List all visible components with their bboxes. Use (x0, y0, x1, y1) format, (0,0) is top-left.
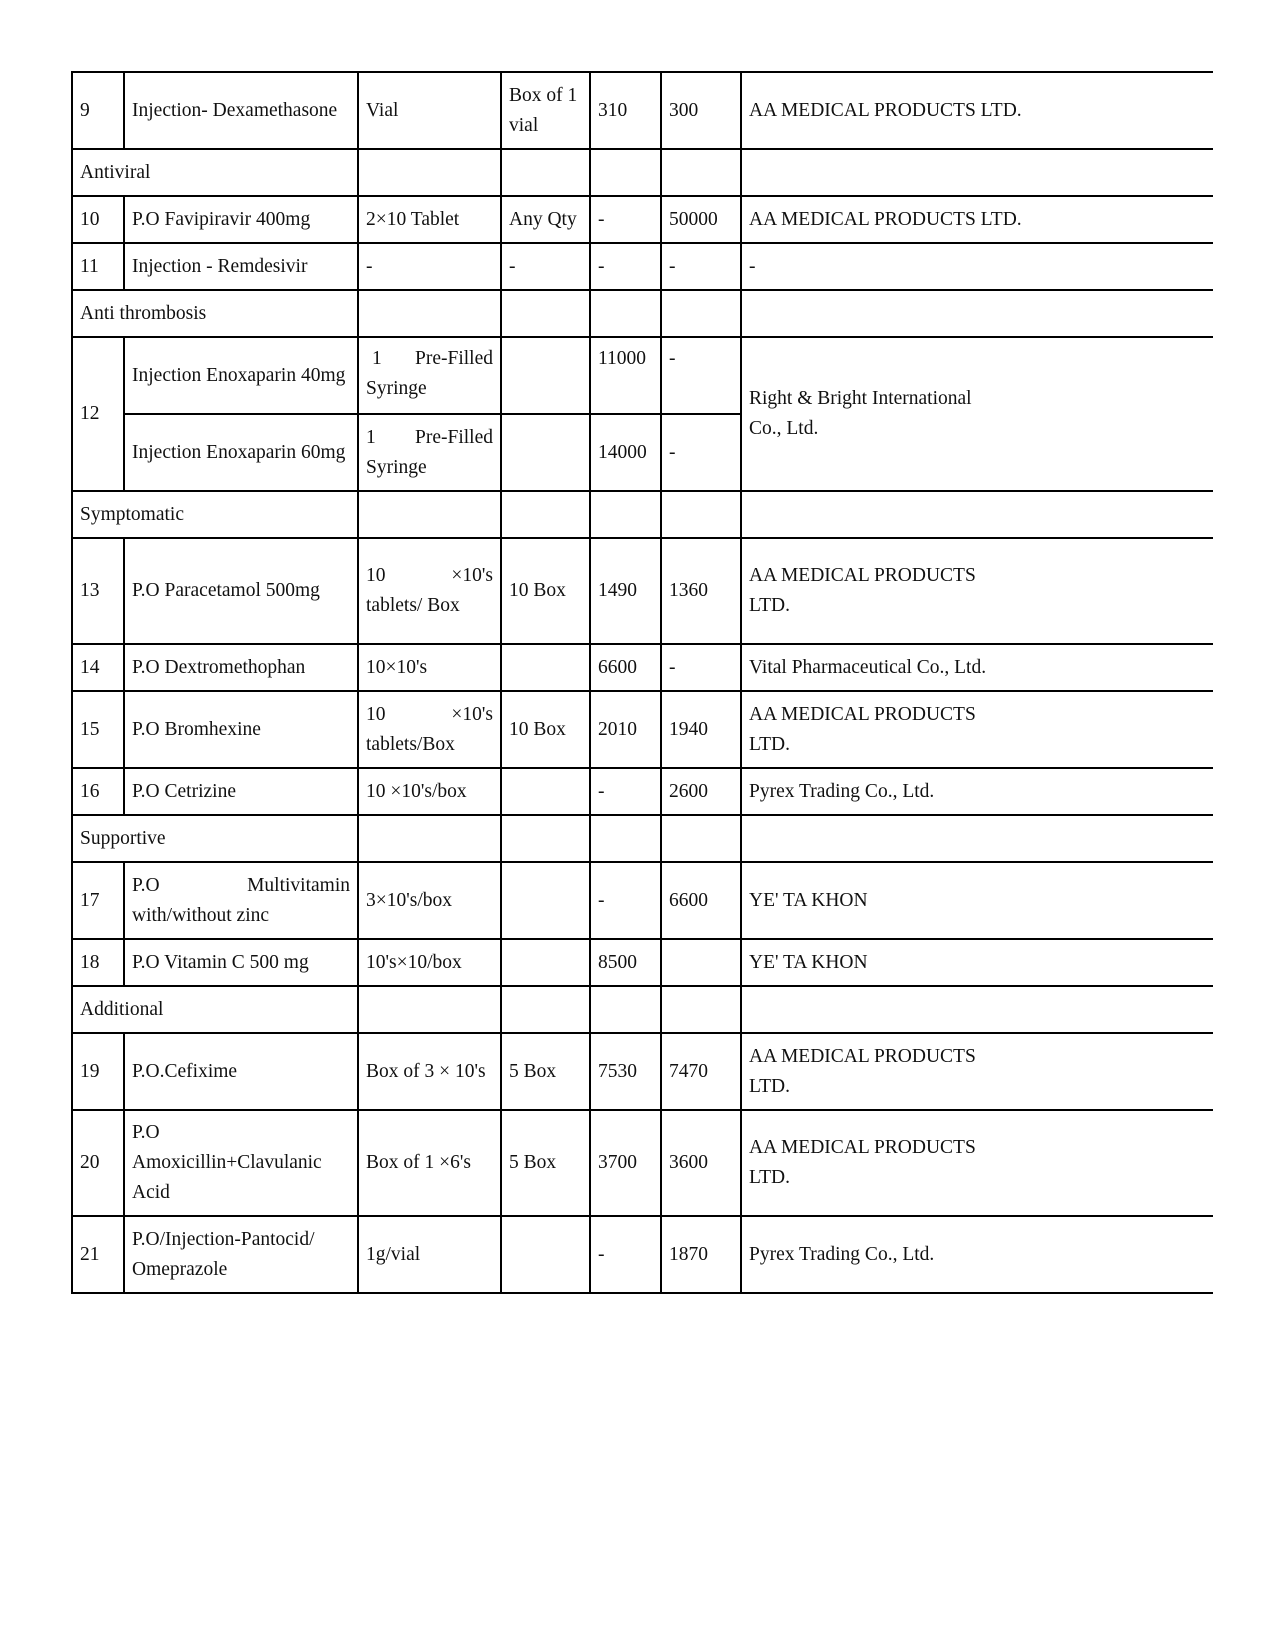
price-2: - (661, 644, 741, 691)
pack-size: - (358, 243, 501, 290)
table-row (72, 1216, 1213, 1293)
price-2: 1360 (661, 538, 741, 644)
table-row (72, 691, 1213, 768)
price-1: 11000 (590, 337, 661, 414)
supplier: AA MEDICAL PRODUCTS LTD. (741, 1033, 1213, 1110)
item-number: 19 (72, 1033, 124, 1110)
price-1: 6600 (590, 644, 661, 691)
table-row (72, 1110, 1213, 1216)
pack-size: Box of 3 × 10's (358, 1033, 501, 1110)
table-row (72, 538, 1213, 644)
quantity: 10 Box (501, 538, 590, 644)
section-label: Additional (72, 986, 358, 1033)
item-number: 15 (72, 691, 124, 768)
price-1: - (590, 1216, 661, 1293)
supplier: - (741, 243, 1213, 290)
item-number: 17 (72, 862, 124, 939)
section-label: Antiviral (72, 149, 358, 196)
drug-name: Injection Enoxaparin 40mg (124, 337, 358, 414)
drug-name: P.O Vitamin C 500 mg (124, 939, 358, 986)
pack-size: 1 Pre-Filled Syringe (358, 337, 501, 414)
price-1: - (590, 243, 661, 290)
quantity (501, 414, 590, 491)
drug-name: P.O/Injection-Pantocid/ Omeprazole (124, 1216, 358, 1293)
drug-name: P.O.Cefixime (124, 1033, 358, 1110)
table-row (72, 862, 1213, 939)
drug-name: P.O Paracetamol 500mg (124, 538, 358, 644)
item-number: 13 (72, 538, 124, 644)
pack-size: Box of 1 ×6's (358, 1110, 501, 1216)
price-2: - (661, 414, 741, 491)
drug-name: P.O Favipiravir 400mg (124, 196, 358, 243)
table-row (72, 1033, 1213, 1110)
section-label: Symptomatic (72, 491, 358, 538)
quantity: - (501, 243, 590, 290)
price-2: 1870 (661, 1216, 741, 1293)
drug-name: P.O Cetrizine (124, 768, 358, 815)
supplier: AA MEDICAL PRODUCTS LTD. (741, 538, 1213, 644)
quantity: Box of 1 vial (501, 72, 590, 149)
table-row (72, 72, 1213, 149)
price-2: 3600 (661, 1110, 741, 1216)
price-2: 2600 (661, 768, 741, 815)
drug-name: Injection- Dexamethasone (124, 72, 358, 149)
pack-size: 10 ×10's/box (358, 768, 501, 815)
pack-size: 1g/vial (358, 1216, 501, 1293)
section-label: Anti thrombosis (72, 290, 358, 337)
price-1: 14000 (590, 414, 661, 491)
price-1: 2010 (590, 691, 661, 768)
drug-name: Injection Enoxaparin 60mg (124, 414, 358, 491)
drug-price-table (71, 71, 1213, 1294)
quantity (501, 768, 590, 815)
price-1: 7530 (590, 1033, 661, 1110)
price-2: 7470 (661, 1033, 741, 1110)
item-number: 14 (72, 644, 124, 691)
table-row (72, 768, 1213, 815)
quantity: 5 Box (501, 1033, 590, 1110)
pack-size: Vial (358, 72, 501, 149)
section-row (72, 290, 1213, 337)
table-row (72, 939, 1213, 986)
pack-size: 10's×10/box (358, 939, 501, 986)
price-1: 8500 (590, 939, 661, 986)
supplier: AA MEDICAL PRODUCTS LTD. (741, 196, 1213, 243)
price-1: - (590, 196, 661, 243)
item-number: 12 (72, 337, 124, 491)
quantity (501, 1216, 590, 1293)
pack-size: 10 ×10's tablets/ Box (358, 538, 501, 644)
price-2: - (661, 337, 741, 414)
drug-name: P.O Bromhexine (124, 691, 358, 768)
price-1: 1490 (590, 538, 661, 644)
table-row (72, 337, 1213, 414)
price-2: 50000 (661, 196, 741, 243)
supplier: YE' TA KHON (741, 862, 1213, 939)
drug-name: Injection - Remdesivir (124, 243, 358, 290)
pack-size: 3×10's/box (358, 862, 501, 939)
section-label: Supportive (72, 815, 358, 862)
table-row (72, 644, 1213, 691)
supplier: Vital Pharmaceutical Co., Ltd. (741, 644, 1213, 691)
item-number: 10 (72, 196, 124, 243)
supplier: Pyrex Trading Co., Ltd. (741, 768, 1213, 815)
price-2 (661, 939, 741, 986)
item-number: 21 (72, 1216, 124, 1293)
pack-size: 10 ×10's tablets/Box (358, 691, 501, 768)
supplier: AA MEDICAL PRODUCTS LTD. (741, 72, 1213, 149)
item-number: 20 (72, 1110, 124, 1216)
supplier: AA MEDICAL PRODUCTS LTD. (741, 1110, 1213, 1216)
quantity: 5 Box (501, 1110, 590, 1216)
quantity: 10 Box (501, 691, 590, 768)
price-1: 3700 (590, 1110, 661, 1216)
supplier: YE' TA KHON (741, 939, 1213, 986)
pack-size: 1 Pre-Filled Syringe (358, 414, 501, 491)
quantity (501, 939, 590, 986)
price-1: 310 (590, 72, 661, 149)
drug-name: P.O Multivitamin with/without zinc (124, 862, 358, 939)
quantity (501, 644, 590, 691)
section-row (72, 149, 1213, 196)
drug-name: P.O Amoxicillin+Clavulanic Acid (124, 1110, 358, 1216)
supplier: Right & Bright International Co., Ltd. (741, 337, 1213, 491)
item-number: 18 (72, 939, 124, 986)
quantity (501, 862, 590, 939)
section-row (72, 986, 1213, 1033)
quantity: Any Qty (501, 196, 590, 243)
price-2: 300 (661, 72, 741, 149)
table-row (72, 196, 1213, 243)
price-2: - (661, 243, 741, 290)
section-row (72, 491, 1213, 538)
supplier: Pyrex Trading Co., Ltd. (741, 1216, 1213, 1293)
section-row (72, 815, 1213, 862)
price-1: - (590, 768, 661, 815)
drug-name: P.O Dextromethophan (124, 644, 358, 691)
price-2: 1940 (661, 691, 741, 768)
price-1: - (590, 862, 661, 939)
item-number: 9 (72, 72, 124, 149)
pack-size: 10×10's (358, 644, 501, 691)
table-row (72, 243, 1213, 290)
price-2: 6600 (661, 862, 741, 939)
quantity (501, 337, 590, 414)
pack-size: 2×10 Tablet (358, 196, 501, 243)
item-number: 16 (72, 768, 124, 815)
item-number: 11 (72, 243, 124, 290)
supplier: AA MEDICAL PRODUCTS LTD. (741, 691, 1213, 768)
